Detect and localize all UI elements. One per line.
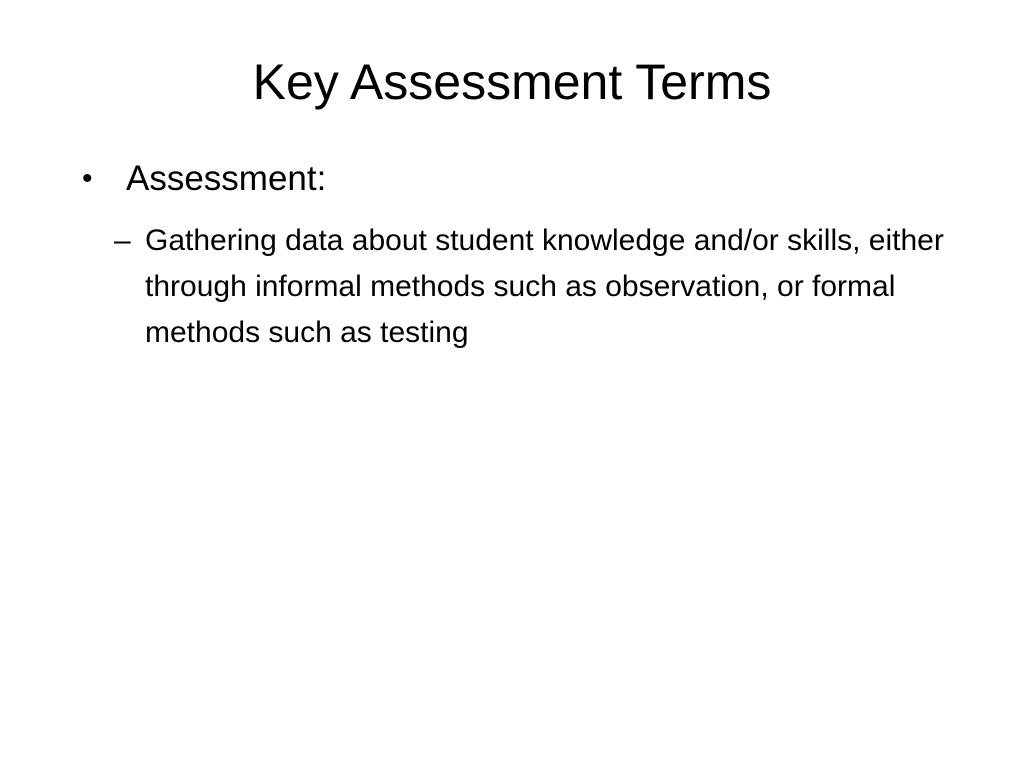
slide-title: Key Assessment Terms	[252, 54, 772, 110]
bullet-marker: •	[82, 162, 93, 195]
slide-content	[82, 156, 962, 356]
assessment-definition-text: Gathering data about student knowledge and/or skills, either through informal methods such as observation, or formal methods such as testing	[145, 224, 944, 349]
sub-bullet-list	[114, 218, 962, 356]
bullet-text-assessment: Assessment:	[126, 159, 327, 198]
sub-bullet-definition	[114, 218, 962, 356]
bullet-assessment	[82, 156, 962, 202]
dash-marker: –	[114, 224, 131, 257]
